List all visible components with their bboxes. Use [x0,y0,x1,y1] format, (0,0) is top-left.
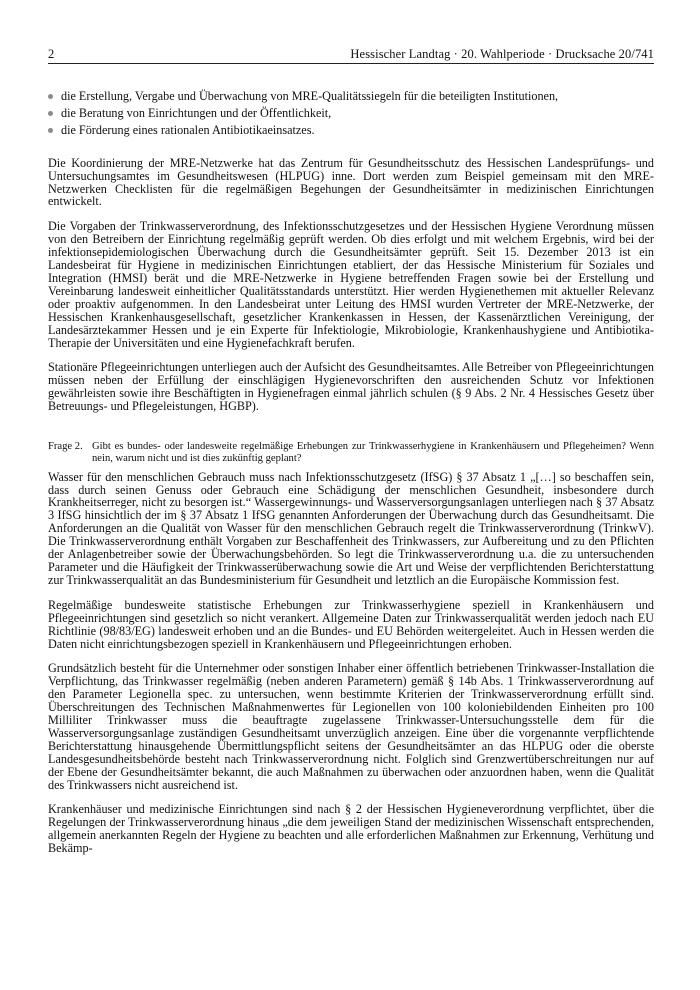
header-rule [48,63,654,64]
question-label: Frage 2. [48,441,83,453]
page-number: 2 [48,47,55,61]
bullet-icon [48,94,53,99]
list-item [48,107,654,120]
paragraph: Die Koordinierung der MRE-Netzwerke hat das Zentrum für Gesundheitsschutz des Hessischen Landesprüfungs- und Untersuchungsamtes im Gesundheitswesen (HLPUG) inne. Dort werden zum Beispiel gemeinsam mit den MRE-Netzwerken Checklisten für die regelmäßigen Begehungen der Gesundheitsämter in medizinischen Einrichtungen entwickelt. [48,155,654,209]
bullet-icon [48,111,53,116]
list-item-text: die Erstellung, Vergabe und Überwachung von MRE-Qualitätssiegeln für die beteiligten Institutionen, [61,89,559,103]
list-item [48,124,654,137]
paragraph: Krankenhäuser und medizinische Einrichtungen sind nach § 2 der Hessischen Hygieneverordnung verpflichtet, über die Regelungen der Trinkwasserverordnung hinaus „die dem jeweiligen Stand der medizinischen Wissenschaft entsprechenden, allgemein anerkannten Regeln der Hygiene zu beachten und alle erforderlichen Maßnahmen zur Erkennung, Verhütung und Bekämp- [48,802,654,856]
list-item [48,90,654,103]
paragraph: Die Vorgaben der Trinkwasserverordnung, des Infektionsschutzgesetzes und der Hessischen Hygiene Verordnung müssen von den Betreibern der Einrichtung regelmäßig geprüft werden. Ob dies erfolgt und mit welchem Ergebnis, wird bei der infektionsepidemiologischen Überwachung durch die Gesundheitsämter geprüft. Seit 15. Dezember 2013 ist ein Landesbeirat für Hygiene in medizinischen Einrichtungen etabliert, der das Hessische Ministerium für Soziales und Integration (HMSI) berät und die MRE-Netzwerke in Hygiene betreffenden Fragen sowie bei der Erstellung und Vereinbarung landesweit einheitlicher Qualitätsstandards unterstützt. Hier werden Hygienethemen mit aktueller Relevanz oder proaktiv aufgenommen. In den Landesbeirat unter Leitung des HMSI wurden Vertreter der MRE-Netzwerke, der Hessischen Krankenhausgesellschaft, gesetzlicher Krankenkassen in Hessen, der Kassenärztlichen Vereinigung, der Landesärztekammer Hessen und je ein Experte für Infektiologie, Mikrobiologie, Krankenhaushygiene und Antibiotika-Therapie der Universitäten und eine Hygienefachkraft berufen. [48,219,654,350]
list-item-text: die Förderung eines rationalen Antibiotikaeinsatzes. [61,122,315,137]
question-block [48,441,654,465]
bullet-list [48,90,654,137]
question-text: Gibt es bundes- oder landesweite regelmäßige Erhebungen zur Trinkwasserhygiene in Krankenhäusern und Pflegeheimen? Wenn nein, warum nicht und ist dies zukünftig geplant? [92,441,654,464]
list-item-text: die Beratung von Einrichtungen und der Öffentlichkeit, [61,105,332,120]
paragraph: Grundsätzlich besteht für die Unternehmer oder sonstigen Inhaber einer öffentlich betriebenen Trinkwasser-Installation die Verpflichtung, das Trinkwasser regelmäßig (neben anderen Parametern) gemäß § 14b Abs. 1 Trinkwasserverordnung auf den Parameter Legionella spec. zu untersuchen, wenn bestimmte Kriterien der Trinkwasserverordnung erfüllt sind. Überschreitungen des Technischen Maßnahmenwertes für Legionellen von 100 koloniebildenden Einheiten pro 100 Milliliter Trinkwasser muss die beauftragte zugelassene Trinkwasser-Untersuchungsstelle dem für die Wasserversorgungsanlage zuständigen Gesundheitsamt unverzüglich anzeigen. Eine über die vorgenannte verpflichtende Berichterstattung hinausgehende Übermittlungspflicht seitens der Gesundheitsämter an das HLPUG oder die oberste Landesgesundheitsbehörde besteht nach Trinkwasserverordnung nicht. Folglich sind Grenzwertüberschreitungen nur auf der Ebene der Gesundheitsämter bekannt, die auch Maßnahmen zu überwachen oder anzuordnen haben, wenn die Qualität des Trinkwassers nicht ausreichend ist. [48,661,654,792]
paragraph: Regelmäßige bundesweite statistische Erhebungen zur Trinkwasserhygiene speziell in Krankenhäusern und Pflegeeinrichtungen sind gesetzlich so nicht verankert. Allgemeine Daten zur Trinkwasserqualität werden jedoch nach EU Richtlinie (98/83/EG) landesweit erhoben und an die Bundes- und EU Behörden weitergeleitet. Auch in Hessen werden die Daten nicht einrichtungsbezogen speziell in Krankenhäusern und Pflegeeinrichtungen erhoben. [48,597,654,651]
document-body [48,90,654,867]
bullet-icon [48,128,53,133]
paragraph: Wasser für den menschlichen Gebrauch muss nach Infektionsschutzgesetz (IfSG) § 37 Absatz 1 „[…] so beschaffen sein, dass durch seinen Genuss oder Gebrauch eine Schädigung der menschlichen Gesundheit, insbesondere durch Krankheitserreger, nicht zu besorgen ist.“ Wassergewinnungs- und Wasserversorgungsanlagen unterliegen nach § 37 Absatz 3 IfSG hinsichtlich der im § 37 Absatz 1 IfSG genannten Anforderungen der Überwachung durch das Gesundheitsamt. Die Anforderungen an die Qualität von Wasser für den menschlichen Gebrauch regelt die Trinkwasserverordnung (TrinkwV). Die Trinkwasserverordnung enthält Vorgaben zur Beschaffenheit des Trinkwassers, zur Aufbereitung und zu den Pflichten der Anlagenbetreiber sowie der Überwachungsbehörden. So legt die Trinkwasserverordnung u.a. die zu untersuchenden Parameter und die Häufigkeit der Trinkwasserüberwachung sowie die Art und Weise der verpflichtenden Berichterstattung zur Trinkwasserqualität an das Bundesministerium für Gesundheit und letztlich an die Europäische Kommission fest. [48,469,654,587]
page-header [48,46,654,62]
paragraph: Stationäre Pflegeeinrichtungen unterliegen auch der Aufsicht des Gesundheitsamtes. Alle Betreiber von Pflegeeinrichtungen müssen neben der Erfüllung der einschlägigen Hygienevorschriften den ausreichenden Schutz vor Infektionen gewährleisten sowie ihre Beschäftigten in Hygienefragen einmal jährlich schulen (§ 9 Abs. 2 Nr. 4 Hessisches Gesetz über Betreuungs- und Pflegeleistungen, HGBP). [48,360,654,414]
running-title: Hessischer Landtag · 20. Wahlperiode · Drucksache 20/741 [350,47,654,61]
